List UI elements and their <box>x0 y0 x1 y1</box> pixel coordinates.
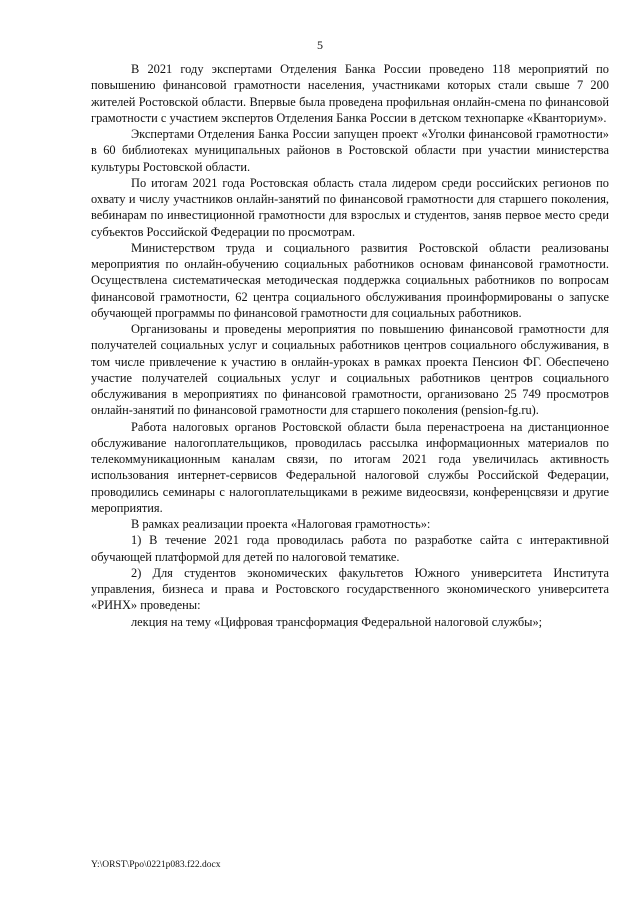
footer-file-path: Y:\ORST\Ppo\0221p083.f22.docx <box>91 860 221 870</box>
paragraph-bank-russia-events: В 2021 году экспертами Отделения Банка России проведено 118 мероприятий по повышению финансовой грамотности населения, участниками которых стали свыше 7 200 жителей Ростовской области. Впервые была проведена профильная онлайн-смена по финансовой грамотности с участием экспертов Отделения Банка России в детском технопарке «Кванториум». <box>91 62 609 125</box>
paragraph-social-services: Организованы и проведены мероприятия по повышению финансовой грамотности для получателей социальных услуг и социальных работников центров социального обслуживания, в том числе привлечение к участию в онлайн-уроках в рамках проекта Пенсион ФГ. Обеспечено участие получателей социальных услуг и социальных работников центров социального обслуживания в мероприятиях по финансовой грамотности, организовано 25 749 просмотров онлайн-занятий по финансовой грамотности для старшего поколения (pension-fg.ru). <box>91 322 609 418</box>
page-number: 5 <box>317 38 323 52</box>
paragraph-tax-literacy-project: В рамках реализации проекта «Налоговая грамотность»: <box>131 517 431 531</box>
paragraph-list-item-2: 2) Для студентов экономических факультетов Южного университета Института управления, бизнеса и права и Ростовского государственного экономического университета «РИНХ» проведены: <box>91 565 609 613</box>
paragraph-financial-literacy-corners: Экспертами Отделения Банка России запущен проект «Уголки финансовой грамотности» в 60 библиотеках муниципальных районов в Ростовской области при участии министерства культуры Ростовской области. <box>91 127 609 174</box>
paragraph-region-leadership: По итогам 2021 года Ростовская область стала лидером среди российских регионов по охвату и числу участников онлайн-занятий по финансовой грамотности для старшего поколения, вебинарам по инвестиционной грамотности для взрослых и студентов, заняв первое место среди субъектов Российской Федерации по просмотрам. <box>91 175 609 239</box>
paragraph-lecture: лекция на тему «Цифровая трансформация Федеральной налоговой службы»; <box>131 614 543 629</box>
paragraph-ministry-labor: Министерством труда и социального развития Ростовской области реализованы мероприятия по онлайн-обучению социальных работников основам финансовой грамотности. Осуществлена систематическая методическая поддержка социальных работников по вопросам финансовой грамотности, 62 центра социального обслуживания проинформированы о запуске обучающей программы по финансовой грамотности для социальных работников. <box>91 240 609 320</box>
document-body <box>91 61 609 630</box>
paragraph-tax-authorities: Работа налоговых органов Ростовской области была перенастроена на дистанционное обслуживание налогоплательщиков, проводилась рассылка информационных материалов по телекоммуникационным каналам связи, по итогам 2021 года увеличилась активность использования интернет-сервисов Федеральной налоговой службы Российской Федерации, проводились семинары с налогоплательщиками в режиме видеосвязи, конференцсвязи и другие мероприятия. <box>91 419 609 515</box>
paragraph-list-item-1: 1) В течение 2021 года проводилась работа по разработке сайта с интерактивной обучающей платформой для детей по налоговой тематике. <box>91 533 609 564</box>
